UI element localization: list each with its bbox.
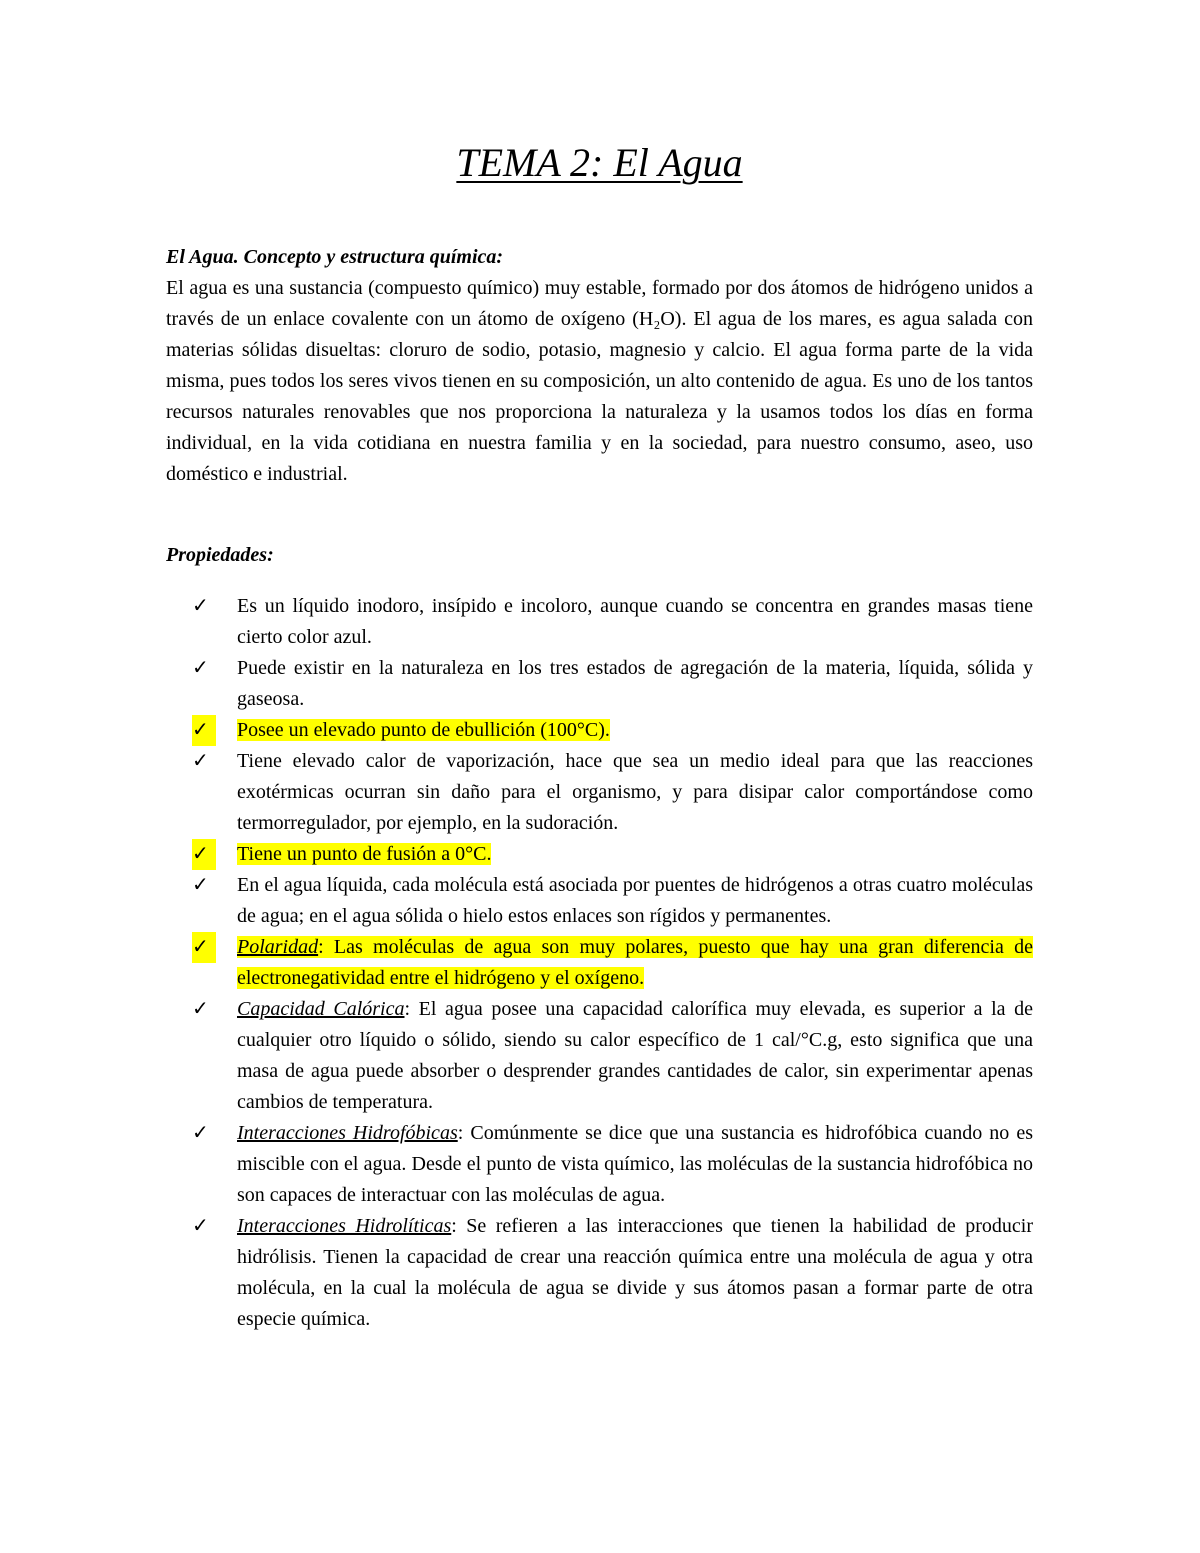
property-term: Capacidad Calórica bbox=[237, 998, 405, 1020]
property-text: : Comúnmente se dice que una sustancia es hidrofóbica cuando no es miscible con el agua. Desde el punto de vista químico, las moléculas de la sustancia hidrofóbica no son capaces de interactuar con las moléculas de agua. bbox=[237, 1122, 1033, 1206]
property-text: En el agua líquida, cada molécula está asociada por puentes de hidrógenos a otras cuatro moléculas de agua; en el agua sólida o hielo estos enlaces son rígidos y permanentes. bbox=[237, 874, 1033, 927]
checkmark-icon: ✓ bbox=[192, 715, 216, 746]
checkmark-icon: ✓ bbox=[192, 595, 209, 617]
property-term: Interacciones Hidrolíticas bbox=[237, 1215, 452, 1237]
checkmark-icon: ✓ bbox=[192, 657, 209, 679]
checkmark-icon: ✓ bbox=[192, 1215, 209, 1237]
property-item bbox=[166, 1118, 1033, 1211]
property-text: Es un líquido inodoro, insípido e incoloro, aunque cuando se concentra en grandes masas tiene cierto color azul. bbox=[237, 595, 1033, 648]
section-heading-properties: Propiedades: bbox=[166, 544, 274, 566]
property-term: Polaridad bbox=[237, 936, 319, 958]
property-content bbox=[237, 719, 610, 741]
checkmark-icon: ✓ bbox=[192, 874, 209, 896]
checkmark-icon: ✓ bbox=[192, 839, 216, 870]
intro-paragraph: El agua es una sustancia (compuesto químico) muy estable, formado por dos átomos de hidrógeno unidos a través de un enlace covalente con un átomo de oxígeno (H₂O). El agua de los mares, es agua salada con materias sólidas disueltas: cloruro de sodio, potasio, magnesio y calcio. El agua forma parte de la vida misma, pues todos los seres vivos tienen en su composición, un alto contenido de agua. Es uno de los tantos recursos naturales renovables que nos proporciona la naturaleza y la usamos todos los días en forma individual, en la vida cotidiana en nuestra familia y en la sociedad, para nuestro consumo, aseo, uso doméstico e industrial. bbox=[166, 277, 1033, 485]
property-content bbox=[237, 843, 491, 865]
property-item bbox=[166, 932, 1033, 994]
property-text: Puede existir en la naturaleza en los tres estados de agregación de la materia, líquida, sólida y gaseosa. bbox=[237, 657, 1033, 710]
property-item bbox=[166, 1211, 1033, 1335]
section-heading-concept: El Agua. Concepto y estructura química: bbox=[166, 246, 504, 268]
checkmark-icon: ✓ bbox=[192, 932, 216, 963]
property-item bbox=[166, 746, 1033, 839]
checkmark-icon: ✓ bbox=[192, 750, 209, 772]
property-content bbox=[237, 998, 1033, 1113]
property-text: : Las moléculas de agua son muy polares, puesto que hay una gran diferencia de electronegatividad entre el hidrógeno y el oxígeno. bbox=[237, 936, 1033, 989]
property-item bbox=[166, 839, 1033, 870]
property-content bbox=[237, 595, 1033, 648]
property-item bbox=[166, 653, 1033, 715]
property-content bbox=[237, 657, 1033, 710]
checkmark-icon: ✓ bbox=[192, 1122, 209, 1144]
property-content bbox=[237, 1215, 1033, 1330]
property-text: : El agua posee una capacidad calorífica muy elevada, es superior a la de cualquier otro líquido o sólido, siendo su calor específico de 1 cal/°C.g, esto significa que una masa de agua puede absorber o desprender grandes cantidades de calor, sin experimentar apenas cambios de temperatura. bbox=[237, 998, 1034, 1113]
page-title: TEMA 2: El Agua bbox=[456, 140, 743, 185]
checkmark-icon: ✓ bbox=[192, 998, 209, 1020]
property-text: : Se refieren a las interacciones que tienen la habilidad de producir hidrólisis. Tienen la capacidad de crear una reacción química entre una molécula de agua y otra molécula, en la cual la molécula de agua se divide y sus átomos pasan a formar parte de otra especie química. bbox=[237, 1215, 1033, 1330]
property-term: Interacciones Hidrofóbicas bbox=[237, 1122, 458, 1144]
property-item bbox=[166, 870, 1033, 932]
property-item bbox=[166, 994, 1033, 1118]
property-content bbox=[237, 874, 1033, 927]
property-text: Posee un elevado punto de ebullición (100°C). bbox=[237, 719, 610, 741]
property-text: Tiene elevado calor de vaporización, hace que sea un medio ideal para que las reacciones exotérmicas ocurran sin daño para el organismo, y para disipar calor comportándose como termorregulador, por ejemplo, en la sudoración. bbox=[237, 750, 1033, 834]
properties-list bbox=[166, 591, 1033, 1335]
property-content bbox=[237, 1122, 1033, 1206]
property-item bbox=[166, 591, 1033, 653]
property-text: Tiene un punto de fusión a 0°C. bbox=[237, 843, 492, 865]
property-content bbox=[237, 750, 1033, 834]
property-item bbox=[166, 715, 1033, 746]
property-content bbox=[237, 936, 1033, 989]
